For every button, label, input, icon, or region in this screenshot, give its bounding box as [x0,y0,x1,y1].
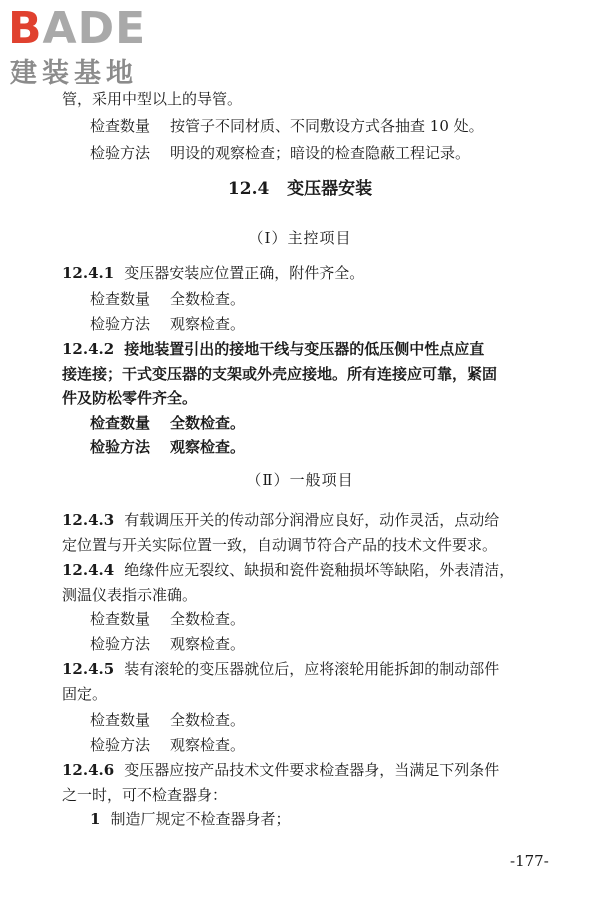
clause-line-1: 变压器应按产品技术文件要求检查器身，当满足下列条件 [124,761,500,779]
check-label: 检查数量 [90,711,151,729]
clause-line-1: 绝缘件应无裂纹、缺损和瓷件瓷釉损坏等缺陷，外表清洁， [124,561,515,579]
intro-method-row [90,142,470,164]
clause-12-4-6 [62,759,499,781]
method-text: 明设的观察检查；暗设的检查隐蔽工程记录。 [170,144,471,162]
check-label: 检查数量 [90,117,151,135]
clause-line-1: 有载调压开关的传动部分润滑应良好，动作灵活，点动给 [124,511,500,529]
method-text: 观察检查。 [170,635,246,653]
clause-number: 12.4.6 [62,761,115,779]
clause-12-4-1-check-row [90,288,245,310]
clause-line-1: 装有滚轮的变压器就位后，应将滚轮用能拆卸的制动部件 [124,660,500,678]
logo-letter-highlight: B [8,3,43,54]
check-text: 全数检查。 [170,711,246,729]
clause-12-4-4 [62,559,514,581]
check-label: 检查数量 [90,290,151,308]
intro-text: 管，采用中型以上的导管。 [62,90,243,108]
clause-line-3: 件及防松零件齐全。 [62,389,198,407]
clause-12-4-2 [62,338,484,360]
clause-12-4-1 [62,262,364,284]
clause-line-2: 之一时，可不检查器身： [62,786,228,804]
logo-letters-rest: ADE [42,3,147,54]
method-text: 观察检查。 [170,315,246,333]
brand-logo [8,4,183,96]
method-text: 观察检查。 [170,736,246,754]
clause-line-2: 接连接；干式变压器的支架或外壳应接地。所有连接应可靠，紧固 [62,365,498,383]
check-text: 全数检查。 [170,610,246,628]
logo-wordmark [8,4,146,54]
clause-line-2: 测温仪表指示准确。 [62,586,198,604]
sub-item-1 [90,808,290,830]
method-label: 检验方法 [90,635,151,653]
clause-12-4-5-method-row [90,734,245,756]
clause-12-4-1-method-row [90,313,245,335]
check-text: 全数检查。 [170,414,246,432]
clause-number: 12.4.2 [62,340,115,358]
intro-check-row [90,115,484,137]
clause-12-4-5-check-row [90,709,245,731]
page-number: -177- [510,852,549,870]
clause-number: 12.4.1 [62,264,115,282]
clause-line-2: 定位置与开关实际位置一致，自动调节符合产品的技术文件要求。 [62,536,498,554]
clause-12-4-2-check-row [90,412,245,434]
clause-12-4-4-check-row [90,608,245,630]
method-label: 检验方法 [90,736,151,754]
method-label: 检验方法 [90,315,151,333]
clause-number: 12.4.3 [62,511,115,529]
clause-line-1: 接地装置引出的接地干线与变压器的低压侧中性点应直 [124,340,485,358]
sub-item-text: 制造厂规定不检查器身者； [110,810,291,828]
part1-heading: （Ⅰ）主控项目 [248,229,352,247]
sub-item-number: 1 [90,810,101,828]
clause-line-2: 固定。 [62,685,108,703]
clause-text: 变压器安装应位置正确，附件齐全。 [124,264,365,282]
section-heading [0,176,600,202]
clause-12-4-4-method-row [90,633,245,655]
section-number: 12.4 [227,179,270,199]
part2-heading: （Ⅱ）一般项目 [246,471,354,489]
section-title: 变压器安装 [287,179,373,199]
check-label: 检查数量 [90,610,151,628]
clause-12-4-2-method-row [90,436,245,458]
clause-number: 12.4.5 [62,660,115,678]
check-text: 按管子不同材质、不同敷设方式各抽查 10 处。 [170,117,484,135]
clause-number: 12.4.4 [62,561,115,579]
check-label: 检查数量 [90,414,151,432]
clause-12-4-3 [62,509,499,531]
method-label: 检验方法 [90,438,151,456]
logo-subtitle: 建装基地 [10,58,138,89]
method-label: 检验方法 [90,144,151,162]
clause-12-4-5 [62,658,499,680]
check-text: 全数检查。 [170,290,246,308]
method-text: 观察检查。 [170,438,246,456]
